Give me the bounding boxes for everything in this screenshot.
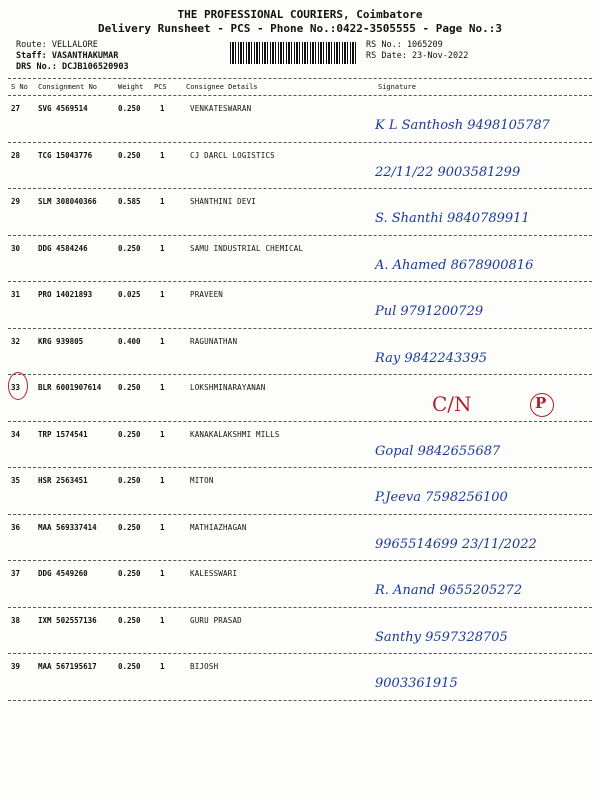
row-sno: 34 xyxy=(11,429,21,439)
row-weight: 0.250 xyxy=(118,429,141,439)
row-weight: 0.585 xyxy=(118,197,141,206)
row-consignee: MATHIAZHAGAN xyxy=(190,522,247,532)
table-row xyxy=(8,375,592,421)
header-top-rule xyxy=(8,78,592,79)
row-signature: K L Santhosh 9498105787 xyxy=(375,118,550,133)
row-consignment-no: BLR 6001907614 xyxy=(38,383,102,392)
row-consignment-no: SVG 4569514 xyxy=(38,104,88,113)
col-signature: Signature xyxy=(378,83,416,91)
row-divider xyxy=(8,700,592,701)
row-weight: 0.250 xyxy=(118,662,141,671)
row-weight: 0.250 xyxy=(118,243,141,253)
col-consignee: Consignee Details xyxy=(186,83,258,91)
row-signature: 9003361915 xyxy=(375,676,458,691)
page-title: THE PROFESSIONAL COURIERS, Coimbatore xyxy=(177,8,423,21)
row-signature: S. Shanthi 9840789911 xyxy=(375,211,530,226)
row-consignment-no: SLM 308040366 xyxy=(38,197,97,206)
row-pcs: 1 xyxy=(160,150,165,160)
row-pcs: 1 xyxy=(160,569,165,578)
table-row xyxy=(8,282,592,328)
row-consignment-no: MAA 569337414 xyxy=(38,522,97,532)
row-signature: P.Jeeva 7598256100 xyxy=(375,490,508,505)
row-pcs: 1 xyxy=(160,615,165,625)
row-signature: Santhy 9597328705 xyxy=(375,629,508,645)
row-consignment-no: TCG 15043776 xyxy=(38,150,93,160)
cn-mark: C/N xyxy=(432,392,472,416)
row-pcs: 1 xyxy=(160,383,165,392)
row-consignee: BIJOSH xyxy=(190,662,219,671)
row-pcs: 1 xyxy=(160,429,165,439)
row-sno: 32 xyxy=(11,336,21,346)
row-sno: 37 xyxy=(11,569,21,578)
rs-date: RS Date: 23-Nov-2022 xyxy=(366,51,469,61)
table-row xyxy=(8,329,592,375)
row-weight: 0.250 xyxy=(118,383,141,392)
row-sno: 36 xyxy=(11,522,21,532)
table-header xyxy=(8,82,592,94)
row-consignee: CJ DARCL LOGISTICS xyxy=(190,150,275,160)
row-signature: Gopal 9842655687 xyxy=(375,443,501,459)
row-pcs: 1 xyxy=(160,243,165,253)
row-pcs: 1 xyxy=(160,290,165,299)
row-signature: R. Anand 9655205272 xyxy=(375,583,523,598)
page-subtitle: Delivery Runsheet - PCS - Phone No.:0422-3505555 - Page No.:3 xyxy=(98,22,502,35)
row-signature: 9965514699 23/11/2022 xyxy=(375,536,537,552)
row-consignee: GURU PRASAD xyxy=(190,615,242,625)
row-consignment-no: DDG 4584246 xyxy=(38,243,88,253)
row-sno: 30 xyxy=(11,243,21,253)
p-mark: P xyxy=(535,394,547,412)
staff-label: Staff: VASANTHAKUMAR xyxy=(16,51,119,61)
row-consignment-no: PRO 14021893 xyxy=(38,290,93,299)
route-label: Route: VELLALORE xyxy=(16,40,98,50)
table-row xyxy=(8,654,592,700)
row-consignee: KALESSWARI xyxy=(190,569,238,578)
row-weight: 0.250 xyxy=(118,569,141,578)
row-consignee: MITON xyxy=(190,476,214,485)
row-consignment-no: HSR 2563451 xyxy=(38,476,88,485)
row-pcs: 1 xyxy=(160,522,165,532)
row-signature: Ray 9842243395 xyxy=(375,350,488,366)
col-consignment: Consignment No xyxy=(38,83,98,91)
row-sno: 35 xyxy=(11,476,21,485)
row-weight: 0.025 xyxy=(118,290,141,299)
row-pcs: 1 xyxy=(160,104,165,113)
row-consignment-no: MAA 567195617 xyxy=(38,662,97,671)
row-consignment-no: IXM 502557136 xyxy=(38,615,97,625)
row-sno: 27 xyxy=(11,104,21,113)
row-weight: 0.250 xyxy=(118,615,141,625)
rs-number: RS No.: 1065209 xyxy=(366,40,443,50)
barcode xyxy=(230,42,358,64)
row-consignee: PRAVEEN xyxy=(190,290,224,299)
row-consignee: KANAKALAKSHMI MILLS xyxy=(190,429,280,439)
row-sno: 28 xyxy=(11,150,21,160)
row-weight: 0.250 xyxy=(118,522,141,532)
row-pcs: 1 xyxy=(160,476,165,485)
row-consignee: VENKATESWARAN xyxy=(190,104,252,113)
row-sno: 33 xyxy=(11,383,21,392)
row-weight: 0.250 xyxy=(118,150,141,160)
row-weight: 0.250 xyxy=(118,104,141,113)
row-consignee: SAMU INDUSTRIAL CHEMICAL xyxy=(190,243,304,253)
table-row xyxy=(8,422,592,468)
row-33-circle xyxy=(8,372,28,400)
row-sno: 29 xyxy=(11,197,21,206)
col-pcs: PCS xyxy=(154,83,167,91)
row-weight: 0.250 xyxy=(118,476,141,485)
row-signature: 22/11/22 9003581299 xyxy=(375,164,521,180)
drs-number: DRS No.: DCJB106520903 xyxy=(16,62,129,72)
row-weight: 0.400 xyxy=(118,336,141,346)
row-consignee: RAGUNATHAN xyxy=(190,336,238,346)
row-signature: Pul 9791200729 xyxy=(375,304,484,319)
col-weight: Weight xyxy=(118,83,144,91)
row-pcs: 1 xyxy=(160,662,165,671)
row-signature: A. Ahamed 8678900816 xyxy=(375,257,534,273)
row-consignment-no: TRP 1574541 xyxy=(38,429,88,439)
row-consignee: SHANTHINI DEVI xyxy=(190,197,257,206)
row-pcs: 1 xyxy=(160,197,165,206)
row-sno: 38 xyxy=(11,615,21,625)
row-consignment-no: DDG 4549260 xyxy=(38,569,88,578)
row-sno: 39 xyxy=(11,662,21,671)
row-consignee: LOKSHMINARAYANAN xyxy=(190,383,266,392)
row-consignment-no: KRG 939805 xyxy=(38,336,84,346)
col-sno: S No xyxy=(11,83,28,91)
row-pcs: 1 xyxy=(160,336,165,346)
row-sno: 31 xyxy=(11,290,21,299)
